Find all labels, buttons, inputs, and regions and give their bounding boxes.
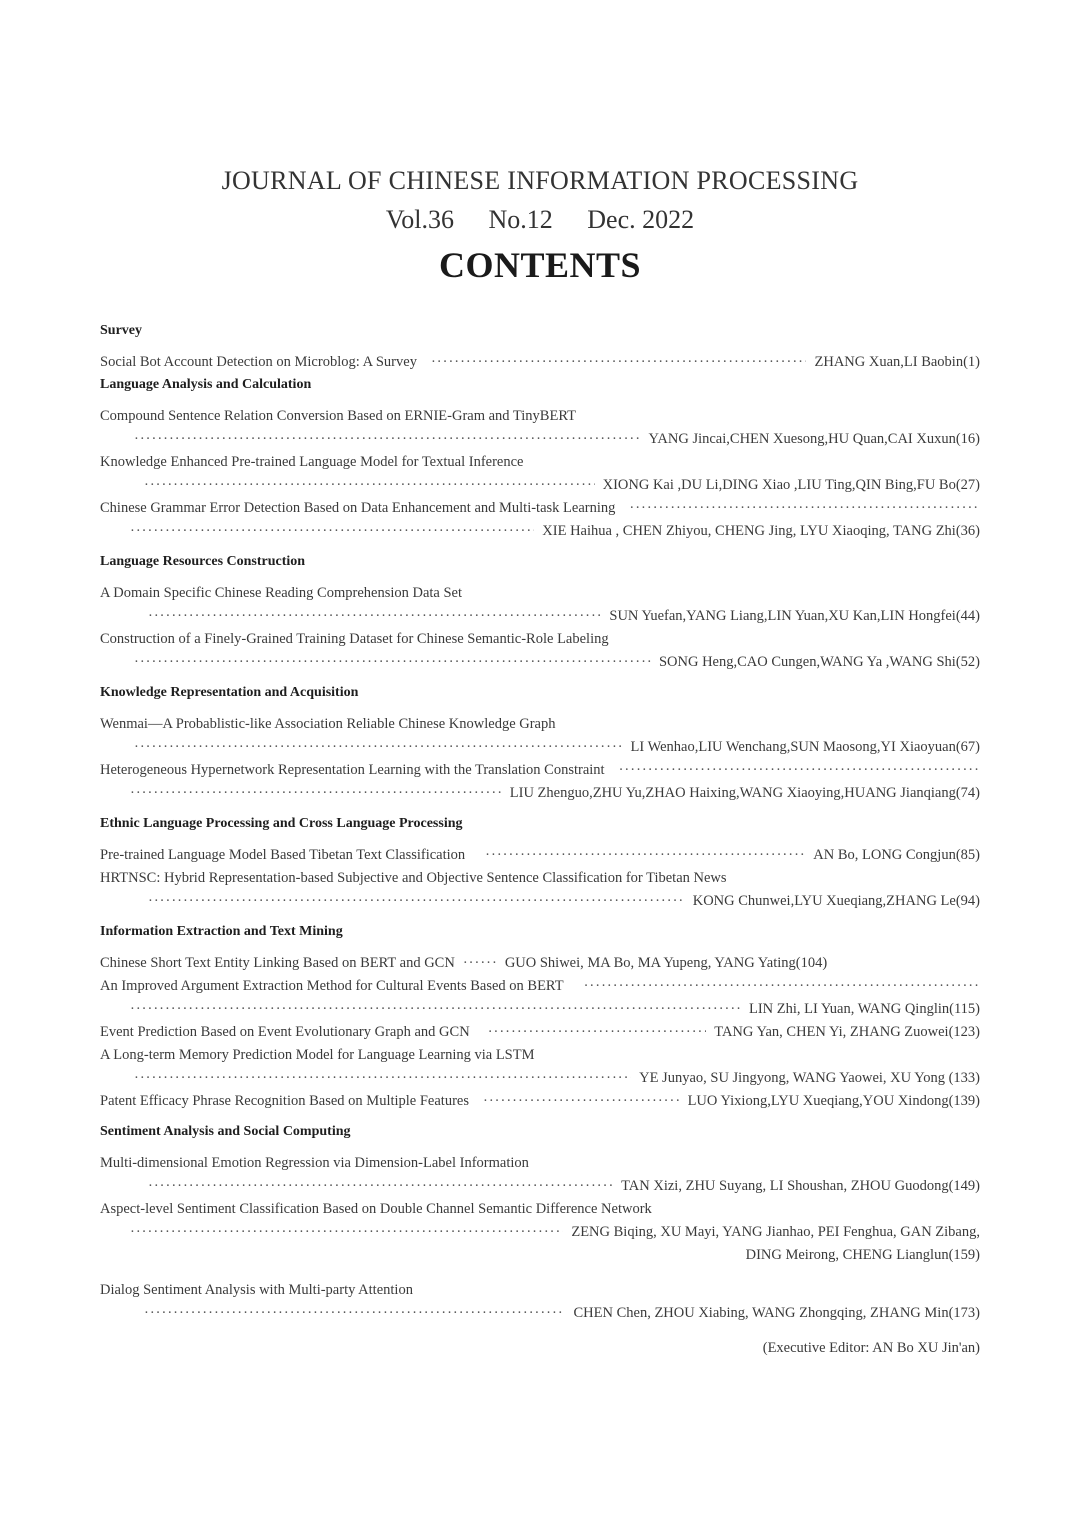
article-title: An Improved Argument Extraction Method for Cultural Events Based on BERT [100,978,564,994]
leader-dots [144,1302,565,1325]
article-title: Pre-trained Language Model Based Tibetan Text Classification [100,847,466,863]
leader-dots [148,605,601,628]
article-title: Multi-dimensional Emotion Regression via Dimension-Label Information [100,1155,529,1171]
toc-entry[interactable] [100,844,980,867]
leader-dots [134,1067,631,1090]
leader-dots [463,952,497,975]
article-authors: TAN Xizi, ZHU Suyang, LI Shoushan, ZHOU Guodong(149) [621,1178,980,1194]
leader-dots [431,351,807,374]
article-title: Compound Sentence Relation Conversion Based on ERNIE-Gram and TinyBERT [100,408,576,424]
article-authors: SUN Yuefan,YANG Liang,LIN Yuan,XU Kan,LIN Hongfei(44) [609,608,980,624]
leader-dots [134,736,623,759]
executive-editor-note: (Executive Editor: AN Bo XU Jin'an) [762,1340,980,1356]
section-heading: Sentiment Analysis and Social Computing [100,1124,351,1139]
leader-dots [130,1221,563,1244]
contents-heading: CONTENTS [438,245,642,285]
toc-entry-continuation [100,890,980,913]
toc-entry-continuation [100,1067,980,1090]
article-title: Construction of a Finely-Grained Training Dataset for Chinese Semantic-Role Labeling [100,631,609,647]
article-authors: LUO Yixiong,LYU Xueqiang,YOU Xindong(139) [687,1093,980,1109]
leader-dots [134,428,641,451]
issue-info [0,205,1080,235]
article-authors: LIN Zhi, LI Yuan, WANG Qinglin(115) [748,1001,980,1017]
toc-entry[interactable] [100,405,980,428]
article-title: Dialog Sentiment Analysis with Multi-party Attention [100,1282,413,1298]
article-title: Social Bot Account Detection on Microblog: A Survey [100,354,417,370]
leader-dots [148,1175,613,1198]
toc-entry-continuation [100,651,980,674]
article-authors: KONG Chunwei,LYU Xueqiang,ZHANG Le(94) [692,893,980,909]
article-title: Aspect-level Sentiment Classification Based on Double Channel Semantic Difference Network [100,1201,652,1217]
article-title: Chinese Short Text Entity Linking Based on BERT and GCN [100,955,455,971]
toc-entry[interactable] [100,975,980,998]
toc-entry-continuation [100,1175,980,1198]
article-title: Heterogeneous Hypernetwork Representation Learning with the Translation Constraint [100,762,605,778]
section-heading: Information Extraction and Text Mining [100,924,343,939]
article-authors: AN Bo, LONG Congjun(85) [813,847,980,863]
table-of-contents [100,320,980,1325]
toc-entry-continuation [100,782,980,805]
article-authors: XIE Haihua , CHEN Zhiyou, CHENG Jing, LYU Xiaoqing, TANG Zhi(36) [542,523,980,539]
article-authors: DING Meirong, CHENG Lianglun(159) [745,1247,980,1263]
leader-dots [144,474,595,497]
leader-dots [488,1021,707,1044]
toc-entry[interactable] [100,1090,980,1113]
toc-entry[interactable] [100,1279,980,1302]
article-title: Wenmai—A Probablistic-like Association Reliable Chinese Knowledge Graph [100,716,556,732]
volume: Vol.36 [385,205,454,234]
leader-dots [130,782,502,805]
section-heading: Knowledge Representation and Acquisition [100,685,359,700]
article-title: Chinese Grammar Error Detection Based on Data Enhancement and Multi-task Learning [100,500,616,516]
toc-entry[interactable] [100,1044,980,1067]
toc-entry-continuation [100,1302,980,1325]
toc-entry-continuation [100,605,980,628]
article-authors: LI Wenhao,LIU Wenchang,SUN Maosong,YI Xiaoyuan(67) [630,739,980,755]
section-heading: Language Analysis and Calculation [100,377,312,392]
section-heading: Ethnic Language Processing and Cross Language Processing [100,816,463,831]
leader-dots [130,520,534,543]
leader-dots [483,1090,680,1113]
leader-dots [134,651,651,674]
leader-dots [148,890,685,913]
article-title: A Long-term Memory Prediction Model for Language Learning via LSTM [100,1047,535,1063]
toc-entry[interactable] [100,759,980,782]
article-authors: GUO Shiwei, MA Bo, MA Yupeng, YANG Yating(104) [504,955,828,971]
toc-entry[interactable] [100,582,980,605]
article-authors: LIU Zhenguo,ZHU Yu,ZHAO Haixing,WANG Xiaoying,HUANG Jianqiang(74) [509,785,980,801]
date: Dec. 2022 [587,205,695,234]
toc-entry-continuation [100,998,980,1021]
toc-entry[interactable] [100,952,980,975]
leader-dots [629,497,980,520]
toc-entry-continuation [100,474,980,497]
leader-dots [130,998,741,1021]
article-authors: ZENG Biqing, XU Mayi, YANG Jianhao, PEI Fenghua, GAN Zibang, [571,1224,980,1240]
journal-title: JOURNAL OF CHINESE INFORMATION PROCESSING [221,166,859,195]
article-authors: XIONG Kai ,DU Li,DING Xiao ,LIU Ting,QIN Bing,FU Bo(27) [602,477,980,493]
section-heading: Language Resources Construction [100,554,306,569]
article-authors: ZHANG Xuan,LI Baobin(1) [814,354,980,370]
toc-entry-continuation [100,520,980,543]
toc-entry-continuation [100,428,980,451]
article-authors: CHEN Chen, ZHOU Xiabing, WANG Zhongqing, ZHANG Min(173) [573,1305,980,1321]
toc-entry-continuation [100,1221,980,1244]
toc-entry[interactable] [100,1021,980,1044]
toc-entry[interactable] [100,867,980,890]
article-title: Knowledge Enhanced Pre-trained Language Model for Textual Inference [100,454,524,470]
leader-dots [485,844,805,867]
toc-entry[interactable] [100,1198,980,1221]
toc-entry[interactable] [100,1152,980,1175]
leader-dots [619,759,980,782]
article-authors: YANG Jincai,CHEN Xuesong,HU Quan,CAI Xuxun(16) [648,431,980,447]
toc-entry[interactable] [100,451,980,474]
article-authors: SONG Heng,CAO Cungen,WANG Ya ,WANG Shi(52) [658,654,980,670]
article-title: HRTNSC: Hybrid Representation-based Subjective and Objective Sentence Classification for Tibetan News [100,870,727,886]
toc-entry-continuation [100,736,980,759]
toc-entry-continuation [100,1244,980,1267]
number: No.12 [488,205,553,234]
article-title: Patent Efficacy Phrase Recognition Based on Multiple Features [100,1093,469,1109]
toc-entry[interactable] [100,497,980,520]
leader-dots [584,975,980,998]
toc-entry[interactable] [100,628,980,651]
article-authors: YE Junyao, SU Jingyong, WANG Yaowei, XU Yong (133) [639,1070,980,1086]
toc-entry[interactable] [100,713,980,736]
toc-entry[interactable] [100,351,980,374]
article-title: A Domain Specific Chinese Reading Comprehension Data Set [100,585,463,601]
article-title: Event Prediction Based on Event Evolutionary Graph and GCN [100,1024,470,1040]
article-authors: TANG Yan, CHEN Yi, ZHANG Zuowei(123) [714,1024,980,1040]
section-heading: Survey [100,323,142,338]
